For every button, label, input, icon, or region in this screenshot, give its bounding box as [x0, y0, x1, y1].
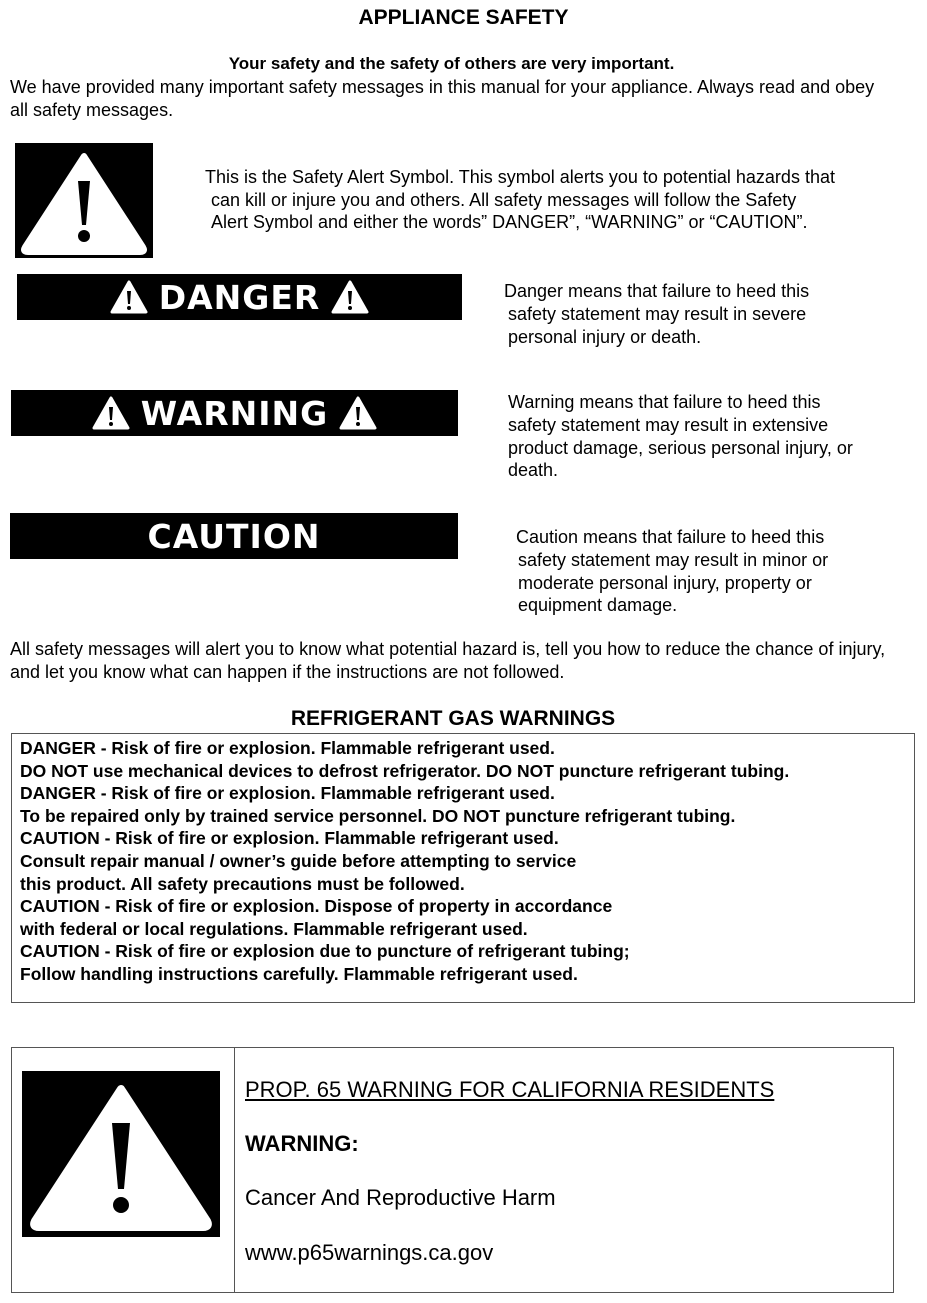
refrigerant-line: DANGER - Risk of fire or explosion. Flammable refrigerant used.: [20, 783, 555, 804]
warning-banner: [11, 390, 458, 436]
definition-line: safety statement may result in severe: [508, 303, 807, 324]
refrigerant-title: REFRIGERANT GAS WARNINGS: [290, 707, 616, 730]
safety-alert-line: can kill or injure you and others. All safety messages will follow the Safety: [211, 189, 797, 210]
refrigerant-line: with federal or local regulations. Flammable refrigerant used.: [20, 918, 528, 939]
definition-line: death.: [508, 460, 559, 481]
refrigerant-line: DO NOT use mechanical devices to defrost refrigerator. DO NOT puncture refrigerant tubing.: [20, 760, 790, 781]
warning-triangle-icon: [91, 395, 131, 431]
caution-banner: [10, 513, 458, 559]
prop65-harm-text: Cancer And Reproductive Harm: [245, 1185, 556, 1210]
refrigerant-line: To be repaired only by trained service personnel. DO NOT puncture refrigerant tubing.: [20, 805, 736, 826]
definition-line: product damage, serious personal injury, or: [508, 437, 853, 458]
refrigerant-line: Follow handling instructions carefully. Flammable refrigerant used.: [20, 963, 578, 984]
danger-definition: [504, 280, 914, 348]
refrigerant-line: DANGER - Risk of fire or explosion. Flammable refrigerant used.: [20, 738, 555, 758]
prop65-box: [11, 1047, 894, 1293]
all-messages-paragraph: All safety messages will alert you to know what potential hazard is, tell you how to reduce the chance of injury, and let you know what can happen if the instructions are not followed.: [10, 639, 886, 682]
safety-alert-description: [205, 166, 905, 234]
warning-label: WARNING: [140, 393, 329, 433]
warning-triangle-icon: [109, 279, 149, 315]
definition-line: Caution means that failure to heed this: [516, 527, 825, 547]
definition-line: safety statement may result in minor or: [518, 549, 829, 570]
definition-line: Warning means that failure to heed this: [508, 392, 821, 412]
page-title: APPLIANCE SAFETY: [358, 6, 569, 29]
page-subtitle: Your safety and the safety of others are very important.: [228, 54, 675, 73]
danger-label: DANGER: [158, 277, 321, 317]
prop65-warning-label: WARNING:: [245, 1131, 359, 1156]
warning-triangle-icon: [338, 395, 378, 431]
definition-line: personal injury or death.: [508, 326, 702, 347]
refrigerant-line: Consult repair manual / owner’s guide before attempting to service: [20, 850, 577, 871]
safety-alert-line: This is the Safety Alert Symbol. This symbol alerts you to potential hazards that: [205, 167, 835, 187]
prop65-warning-icon: [22, 1071, 220, 1237]
definition-line: Danger means that failure to heed this: [504, 281, 810, 301]
prop65-url: www.p65warnings.ca.gov: [245, 1240, 494, 1265]
safety-alert-line: Alert Symbol and either the words” DANGER”, “WARNING” or “CAUTION”.: [211, 212, 808, 232]
definition-line: safety statement may result in extensive: [508, 414, 829, 435]
refrigerant-line: CAUTION - Risk of fire or explosion. Dispose of property in accordance: [20, 896, 613, 917]
refrigerant-line: CAUTION - Risk of fire or explosion. Flammable refrigerant used.: [20, 828, 559, 849]
intro-paragraph: We have provided many important safety messages in this manual for your appliance. Always read and obey all safety messages.: [10, 77, 875, 120]
prop65-heading: PROP. 65 WARNING FOR CALIFORNIA RESIDENTS: [245, 1077, 775, 1102]
refrigerant-line: this product. All safety precautions must be followed.: [20, 873, 465, 894]
warning-definition: [508, 391, 918, 482]
safety-alert-symbol-icon: [15, 143, 153, 258]
refrigerant-line: CAUTION - Risk of fire or explosion due to puncture of refrigerant tubing;: [20, 941, 630, 962]
definition-line: equipment damage.: [518, 595, 678, 616]
danger-banner: [17, 274, 462, 320]
warning-triangle-icon: [330, 279, 370, 315]
caution-definition: [516, 526, 916, 617]
caution-label: CAUTION: [147, 516, 321, 556]
prop65-divider: [234, 1048, 235, 1292]
definition-line: moderate personal injury, property or: [518, 572, 812, 593]
refrigerant-warnings-box: [11, 733, 915, 1003]
